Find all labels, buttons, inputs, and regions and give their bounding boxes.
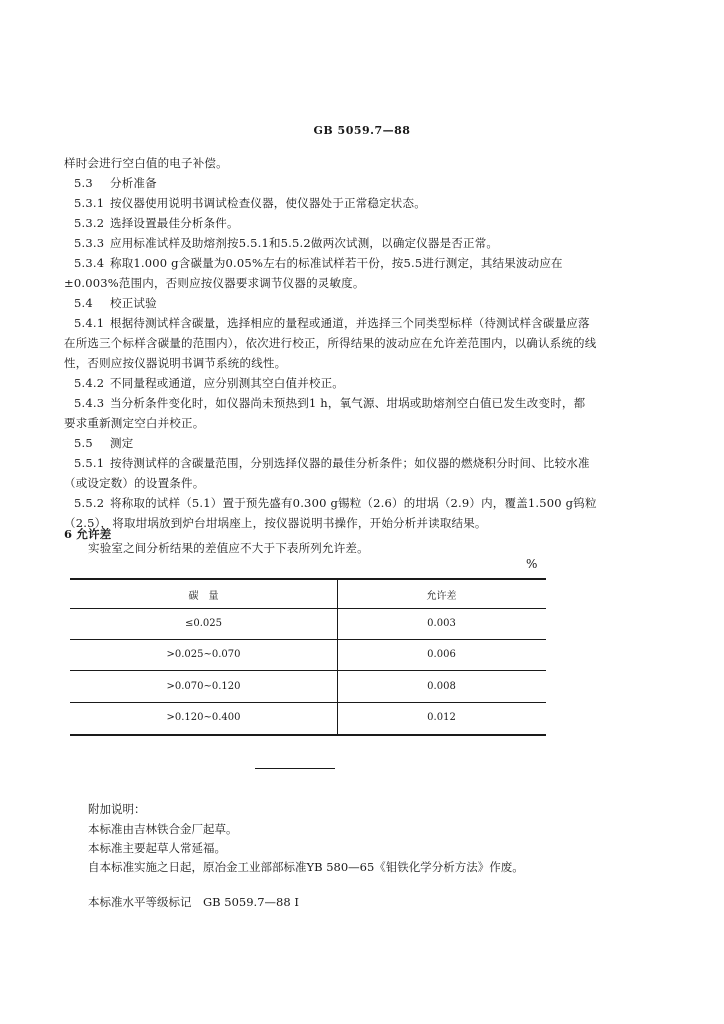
- notes-line: 本标准主要起草人常延福。: [88, 841, 226, 855]
- body-line-5-3: 5.3 分析准备: [74, 176, 157, 190]
- table-cell-tolerance: 0.003: [427, 618, 456, 629]
- table-bottom-rule: [70, 734, 546, 736]
- notes-line: 自本标准实施之日起，原冶金工业部部标准YB 580—65《钼铁化学分析方法》作废。: [88, 860, 524, 874]
- section-intro: 实验室之间分析结果的差值应不大于下表所列允许差。: [88, 541, 369, 555]
- body-line-5-3-3: 5.3.3 应用标准试样及助熔剂按5.5.1和5.5.2做两次试测，以确定仪器是否正常。: [74, 236, 499, 250]
- body-line: （或设定数）的设置条件。: [64, 476, 205, 490]
- table-cell-tolerance: 0.012: [427, 712, 456, 723]
- table-rule: [70, 670, 546, 671]
- body-line-5-3-1: 5.3.1 按仪器使用说明书调试检查仪器，使仪器处于正常稳定状态。: [74, 196, 426, 210]
- body-line-5-4-2: 5.4.2 不同量程或通道，应分别测其空白值并校正。: [74, 376, 344, 390]
- section-divider: [255, 768, 335, 769]
- table-cell-tolerance: 0.006: [427, 649, 456, 660]
- body-line: 要求重新测定空白并校正。: [64, 416, 205, 430]
- body-line-5-4-1: 5.4.1 根据待测试样含碳量，选择相应的量程或通道，并选择三个同类型标样（待测试样含碳量应落: [74, 316, 590, 330]
- notes-title: 附加说明：: [88, 802, 146, 816]
- body-line: （2.5），将取坩埚放到炉台坩埚座上，按仪器说明书操作，开始分析并读取结果。: [64, 516, 487, 530]
- table-header-tolerance: 允许差: [426, 591, 457, 602]
- table-rule: [70, 608, 546, 609]
- body-line: ±0.003%范围内，否则应按仪器要求调节仪器的灵敏度。: [64, 276, 365, 290]
- table-rule: [70, 639, 546, 640]
- body-line-5-4-3: 5.4.3 当分析条件变化时，如仪器尚未预热到1 h，氧气源、坩埚或助熔剂空白值已发生改变时，都: [74, 396, 586, 410]
- body-line: 在所选三个标样含碳量的范围内），依次进行校正，所得结果的波动应在允许差范围内，以确认系统的线: [64, 336, 597, 350]
- body-line-5-3-4: 5.3.4 称取1.000 g含碳量为0.05%左右的标准试样若干份，按5.5进行测定，其结果波动应在: [74, 256, 563, 270]
- notes-line: 本标准由吉林铁合金厂起草。: [88, 822, 238, 836]
- table-unit: %: [526, 557, 538, 571]
- grade-mark: 本标准水平等级标记 GB 5059.7—88 I: [88, 895, 299, 909]
- table-cell-carbon: >0.070~0.120: [166, 681, 241, 692]
- body-line-5-5: 5.5 测定: [74, 436, 134, 450]
- table-cell-carbon: >0.025~0.070: [166, 649, 241, 660]
- table-rule: [70, 702, 546, 703]
- body-line-5-4: 5.4 校正试验: [74, 296, 157, 310]
- body-line-5-3-2: 5.3.2 选择设置最佳分析条件。: [74, 216, 239, 230]
- body-line-5-5-1: 5.5.1 按待测试样的含碳量范围，分别选择仪器的最佳分析条件；如仪器的燃烧积分时间、比较水准: [74, 456, 590, 470]
- body-line: 性，否则应按仪器说明书调节系统的线性。: [64, 356, 287, 370]
- body-line: 样时会进行空白值的电子补偿。: [64, 156, 228, 170]
- section-title-6: 6 允许差: [64, 527, 112, 541]
- table-cell-carbon: ≤0.025: [184, 618, 222, 629]
- body-line-5-5-2: 5.5.2 将称取的试样（5.1）置于预先盛有0.300 g锡粒（2.6）的坩埚（2.9）内，覆盖1.500 g钨粒: [74, 496, 597, 510]
- page-header-doc-code: GB 5059.7—88: [313, 124, 411, 137]
- table-header-carbon: 碳 量: [188, 591, 219, 602]
- table-top-rule: [70, 578, 546, 580]
- table-cell-carbon: >0.120~0.400: [166, 712, 241, 723]
- table-cell-tolerance: 0.008: [427, 681, 456, 692]
